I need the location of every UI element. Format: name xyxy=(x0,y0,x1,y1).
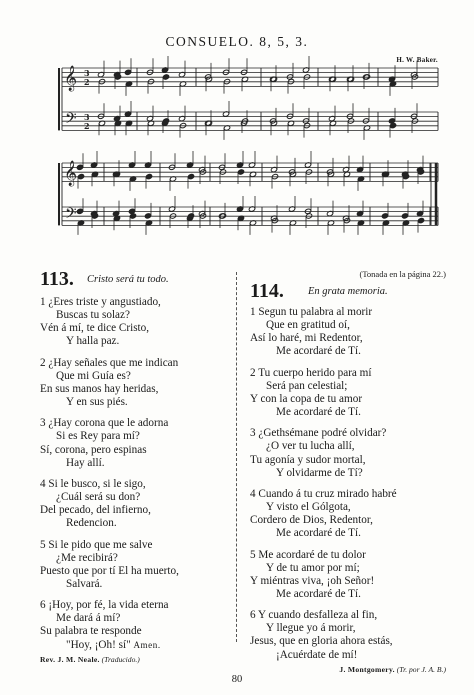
verse-line: 2 ¿Hay señales que me indican xyxy=(40,356,179,369)
verse-line: ¿O ver tu lucha allí, xyxy=(266,440,355,453)
svg-text:2: 2 xyxy=(84,121,90,131)
verse-line: ¡Acuérdate de mí! xyxy=(276,648,358,661)
verse-line: Me acordaré de Tí. xyxy=(276,587,361,600)
verse-line: 4 Cuando á tu cruz mirado habré xyxy=(250,487,397,500)
stanza xyxy=(40,539,234,592)
hymn-113 xyxy=(40,268,234,666)
verse-line: Y con la copa de tu amor xyxy=(250,392,363,405)
verse-line: Buscas tu solaz? xyxy=(56,309,130,322)
verse-line: 3 ¿Hay corona que le adorna xyxy=(40,417,169,430)
stanza xyxy=(250,367,446,420)
verse-line: Me acordaré de Tí. xyxy=(276,406,361,419)
stanza xyxy=(40,599,234,652)
stanza xyxy=(250,488,446,541)
verse-line: Salvará. xyxy=(66,577,103,590)
verse-line: Me acordaré de Tí. xyxy=(276,345,361,358)
attribution: J. Montgomery. (Tr. por J. A. B.) xyxy=(339,664,446,674)
amen: Amen. xyxy=(133,639,161,650)
verse-line: 6 Y cuando desfalleza al fin, xyxy=(250,609,378,622)
verse-line: Y olvidarme de Tí? xyxy=(276,466,363,479)
verse-line: Su palabra te responde xyxy=(40,625,142,638)
verse-line: Redencion. xyxy=(66,517,117,530)
verse-line: ¿Me recibirá? xyxy=(56,551,118,564)
verse-line-amen: "Hoy, ¡Oh! sí" Amen. xyxy=(66,638,161,651)
stanza xyxy=(250,306,446,359)
tune-title: CONSUELO. 8, 5, 3. xyxy=(165,34,309,49)
hymn-subtitle: En grata memoria. xyxy=(308,286,388,297)
attribution: Rev. J. M. Neale. (Traducido.) xyxy=(40,654,140,664)
verse-line: Puesto que por tí El ha muerto, xyxy=(40,564,179,577)
verse-line: Del pecado, del infierno, xyxy=(40,504,151,517)
verse-line: Y en sus piés. xyxy=(66,396,128,409)
svg-text:3: 3 xyxy=(84,112,90,122)
music-score xyxy=(0,0,474,260)
verse-line: Vén á mí, te dice Cristo, xyxy=(40,322,150,335)
stanza xyxy=(250,549,446,602)
stanza xyxy=(40,478,234,531)
verse-line: Y de tu amor por mí; xyxy=(266,561,360,574)
verse-line: 5 Me acordaré de tu dolor xyxy=(250,548,366,561)
hymn-subtitle: Cristo será tu todo. xyxy=(87,274,169,285)
verse-line: 2 Tu cuerpo herido para mí xyxy=(250,366,372,379)
page-number: 80 xyxy=(231,674,243,685)
verse-line: Así lo haré, mi Redentor, xyxy=(250,332,363,345)
stanza xyxy=(40,296,234,349)
verse-line: Que en gratitud oí, xyxy=(266,319,350,332)
hymn-number: 113. xyxy=(40,268,74,290)
verse-line: ¿Cuál será su don? xyxy=(56,491,141,504)
svg-text:3: 3 xyxy=(84,68,90,78)
verse-line: Me acordaré de Tí. xyxy=(276,527,361,540)
svg-text:2: 2 xyxy=(84,77,90,87)
tune-reference: (Tonada en la página 22.) xyxy=(359,269,446,279)
verse-line: 3 ¿Gethsémane podré olvidar? xyxy=(250,427,387,440)
verse-line: Hay allí. xyxy=(66,456,105,469)
stanza xyxy=(250,609,446,662)
stanza xyxy=(40,417,234,470)
verse-line: Y llegue yo á morir, xyxy=(266,622,356,635)
verse-line: 1 ¿Eres triste y angustiado, xyxy=(40,296,161,308)
column-divider xyxy=(236,272,237,642)
svg-text:𝄢: 𝄢 xyxy=(65,110,77,131)
verse-line: Será pan celestial; xyxy=(266,379,348,392)
verse-line: 6 ¡Hoy, por fé, la vida eterna xyxy=(40,599,169,612)
verse-line: 5 Si le pido que me salve xyxy=(40,538,153,551)
verse-line: Me dará á mí? xyxy=(56,612,121,625)
verse-line: Si es Rey para mí? xyxy=(56,430,140,443)
verse-line: En sus manos hay heridas, xyxy=(40,382,159,395)
stanza xyxy=(250,427,446,480)
hymn-114 xyxy=(250,268,446,676)
verse-line: Sí, corona, pero espinas xyxy=(40,443,147,456)
composer-credit: H. W. Baker. xyxy=(396,56,438,64)
verse-line: Tu agonía y sudor mortal, xyxy=(250,453,366,466)
verse-line: Y miéntras viva, ¡oh Señor! xyxy=(250,574,375,587)
verse-line: Jesus, que en gloria ahora estás, xyxy=(250,635,393,648)
verse-line: Y halla paz. xyxy=(66,335,120,348)
svg-text:𝄢: 𝄢 xyxy=(65,205,77,226)
stanza xyxy=(40,357,234,410)
verse-line: Que mi Guía es? xyxy=(56,369,131,382)
svg-text:𝄞: 𝄞 xyxy=(64,66,78,91)
verse-line: 1 Segun tu palabra al morir xyxy=(250,306,373,318)
verse-line: Y visto el Gólgota, xyxy=(266,501,351,514)
verse-line: Cordero de Dios, Redentor, xyxy=(250,514,373,527)
svg-text:𝄞: 𝄞 xyxy=(64,161,78,186)
verse-line: 4 Si le busco, si le sigo, xyxy=(40,477,146,490)
hymn-number: 114. xyxy=(250,280,284,302)
